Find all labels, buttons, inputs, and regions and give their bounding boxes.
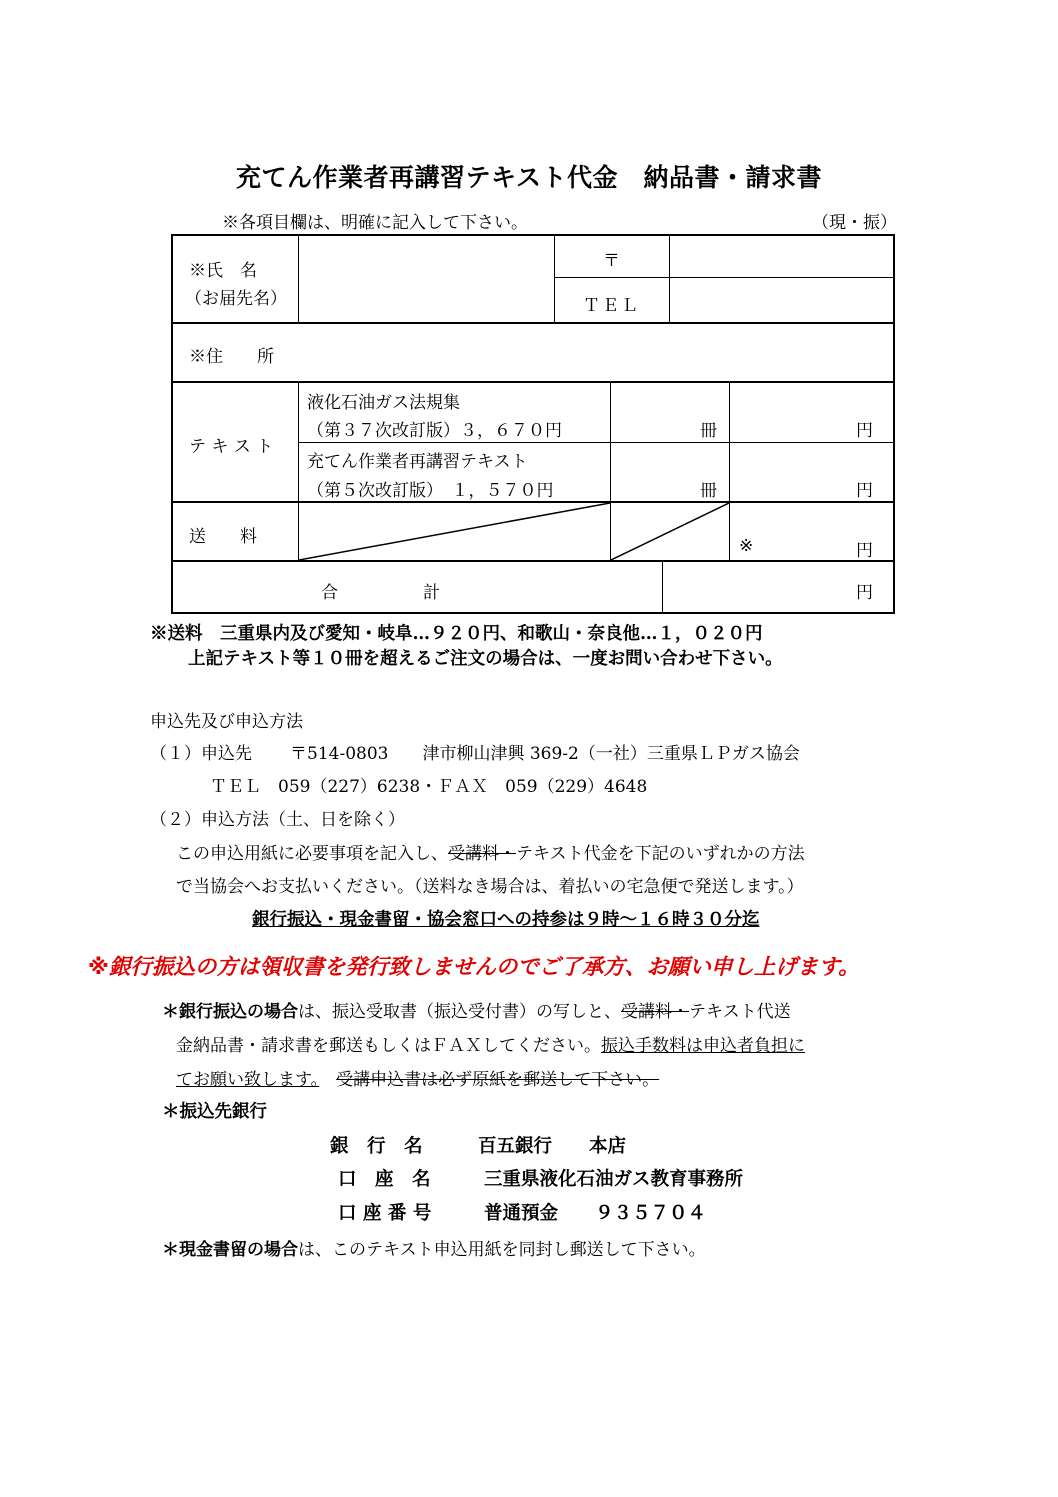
total-label: 合 計 (321, 583, 440, 603)
item1-qty-unit: 冊 (700, 421, 717, 441)
apply-contact: ＴＥＬ 059（227）6238・ＦＡＸ 059（229）4648 (210, 777, 648, 797)
apply-body-b: テキスト代金を下記のいずれかの方法 (516, 844, 805, 864)
page-title: 充てん作業者再講習テキスト代金 納品書・請求書 (235, 163, 822, 192)
address-field[interactable] (301, 325, 891, 380)
apply-body-strike: 受講料・ (448, 844, 516, 864)
item2-title: 充てん作業者再講習テキスト (307, 452, 528, 472)
account-name-value: 三重県液化石油ガス教育事務所 (484, 1169, 744, 1190)
order-form-table (171, 234, 895, 614)
cash-body: は、このテキスト申込用紙を同封し郵送して下さい。 (298, 1240, 706, 1260)
bank-transfer-heading: ＊銀行振込の場合 (162, 1002, 298, 1022)
order-limit-note: 上記テキスト等１０冊を超えるご注文の場合は、一度お問い合わせ下さい。 (188, 649, 783, 669)
apply-body-line2: で当協会へお支払いください。（送料なき場合は、着払いの宅急便で発送します。） (176, 877, 804, 897)
payment-methods: 銀行振込・現金書留・協会窓口への持参は９時～１６時３０分迄 (252, 910, 760, 930)
total-yen-unit: 円 (856, 583, 873, 603)
bank-heading: ＊振込先銀行 (162, 1102, 267, 1122)
bank-transfer-fee-note-end: てお願い致します。 (176, 1070, 320, 1090)
row-divider (173, 322, 893, 324)
shipping-qty-slash (611, 503, 729, 560)
receipt-warning: ※銀行振込の方は領収書を発行致しませんのでご了承方、お願い申し上げます。 (88, 955, 860, 980)
address-label: ※住 所 (189, 347, 274, 367)
shipping-yen-unit: 円 (856, 541, 873, 561)
postal-field[interactable] (672, 238, 890, 276)
account-number-value: 普通預金 ９３５７０４ (484, 1203, 707, 1224)
bank-transfer-strike: 受講料・ (621, 1002, 689, 1022)
account-number-label: 口 座 番 号 (338, 1203, 432, 1224)
col-divider (669, 236, 670, 322)
row-divider (173, 560, 893, 562)
tel-field[interactable] (672, 280, 890, 320)
shipping-label: 送 料 (189, 527, 257, 547)
bank-transfer-line1 (162, 997, 791, 1022)
bank-transfer-line2 (176, 1031, 805, 1056)
col-divider (729, 383, 730, 561)
item1-yen-unit: 円 (856, 421, 873, 441)
apply-item1-label: （１）申込先 (150, 744, 252, 764)
name-label: ※氏 名 (189, 261, 257, 281)
tel-label: ＴＥＬ (583, 296, 640, 316)
name-sub-label: （お届先名） (185, 289, 287, 309)
bank-transfer-body-b: テキスト代送 (689, 1002, 791, 1022)
col-divider (298, 236, 299, 322)
payment-type: （現・振） (812, 213, 897, 233)
apply-address: 〒514-0803 津市柳山津興 369-2（一社）三重県ＬＰガス協会 (290, 744, 800, 764)
row-divider (173, 381, 893, 383)
shipping-mark: ※ (739, 536, 754, 556)
bank-name-label: 銀 行 名 (330, 1136, 423, 1157)
bank-transfer-line3 (176, 1065, 659, 1090)
item2-qty-unit: 冊 (700, 481, 717, 501)
bank-transfer-strike-note: 受講申込書は必ず原紙を郵送して下さい。 (336, 1070, 660, 1090)
bank-transfer-body-a: は、振込受取書（振込受付書）の写しと、 (298, 1002, 621, 1022)
col-divider (662, 562, 663, 612)
postal-label: 〒 (603, 251, 620, 271)
apply-body-line1 (176, 839, 805, 864)
apply-body-a: この申込用紙に必要事項を記入し、 (176, 844, 448, 864)
bank-name-value: 百五銀行 本店 (478, 1136, 627, 1157)
apply-item2-label: （２）申込方法（土、日を除く） (150, 810, 405, 830)
apply-heading: 申込先及び申込方法 (150, 712, 303, 732)
shipping-note: ※送料 三重県内及び愛知・岐阜…９２０円、和歌山・奈良他…１，０２０円 (150, 624, 763, 644)
col-divider (554, 236, 555, 322)
item2-yen-unit: 円 (856, 481, 873, 501)
item2-price: （第５次改訂版） １，５７０円 (307, 481, 554, 501)
account-name-label: 口 座 名 (338, 1169, 431, 1190)
item1-price: （第３７次改訂版）３，６７０円 (307, 421, 562, 441)
bank-transfer-fee-note: 振込手数料は申込者負担に (601, 1036, 805, 1056)
cash-line (162, 1235, 706, 1260)
postal-tel-divider (555, 277, 893, 278)
bank-transfer-body-2a: 金納品書・請求書を郵送もしくはＦＡＸしてください。 (176, 1036, 601, 1056)
item1-title: 液化石油ガス法規集 (307, 393, 460, 413)
form-note: ※各項目欄は、明確に記入して下さい。 (222, 213, 528, 233)
name-field[interactable] (301, 238, 551, 320)
text-label: テ キ ス ト (189, 437, 274, 457)
cash-heading: ＊現金書留の場合 (162, 1240, 298, 1260)
item-divider (299, 442, 893, 443)
shipping-slash (299, 503, 610, 560)
